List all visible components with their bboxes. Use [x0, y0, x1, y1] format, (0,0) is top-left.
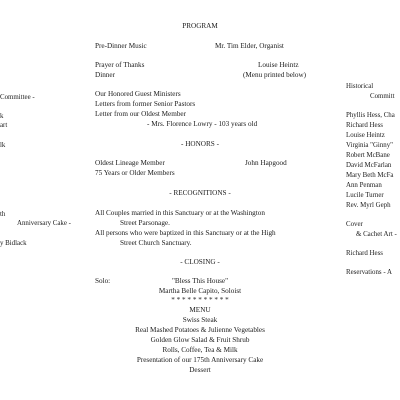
- soloist-name: Martha Belle Capito, Soloist: [158, 287, 242, 295]
- committee-member: Rev. Myrl Geph: [346, 202, 391, 209]
- program-heading: PROGRAM: [182, 22, 218, 30]
- seventy-five-years-line: 75 Years or Older Members: [95, 169, 175, 177]
- committee-member: Robert McBane: [346, 152, 390, 159]
- left-fragment-lk: lk: [0, 142, 6, 149]
- program-item-prayer: Prayer of Thanks: [95, 61, 145, 69]
- honored-guests-line: Our Honored Guest Ministers: [95, 90, 181, 98]
- menu-heading: MENU: [189, 306, 211, 314]
- couples-line-1: All Couples married in this Sanctuary or at the Washington: [95, 209, 265, 217]
- committee-member: Richard Hess: [346, 122, 383, 129]
- program-person-organist: Mr. Tim Elder, Organist: [215, 42, 284, 50]
- left-fragment-k: k: [0, 113, 4, 120]
- committee-member: Ann Penman: [346, 182, 382, 189]
- committee-member: David McFarlan: [346, 162, 392, 169]
- recognitions-heading: - RECOGNITIONS -: [169, 189, 231, 197]
- menu-item: Swiss Steak: [182, 316, 218, 324]
- right-cover-label: Cover: [346, 221, 363, 228]
- oldest-lineage-name: John Hapgood: [245, 159, 287, 167]
- left-fragment-art: art: [0, 122, 8, 129]
- baptized-line-1: All persons who were baptized in this Sanctuary or at the High: [95, 229, 276, 237]
- committee-member: Phyllis Hess, Cha: [346, 112, 395, 119]
- solo-song-title: "Bless This House": [171, 277, 229, 285]
- left-anniversary-cake: Anniversary Cake -: [17, 220, 71, 227]
- oldest-lineage-label: Oldest Lineage Member: [95, 159, 165, 167]
- right-historical-label: Historical: [346, 83, 374, 90]
- menu-item: Dessert: [189, 366, 211, 374]
- menu-item: Real Mashed Potatoes & Julienne Vegetables: [135, 326, 265, 334]
- closing-heading: - CLOSING -: [180, 258, 220, 266]
- solo-label: Solo:: [95, 277, 111, 285]
- right-cover-artist: Richard Hess: [346, 250, 383, 257]
- committee-member: Virginia "Ginny": [346, 142, 393, 149]
- oldest-member-name: - Mrs. Florence Lowry - 103 years old: [147, 120, 258, 128]
- left-bidlack: y Bidlack: [0, 240, 27, 247]
- program-item-music: Pre-Dinner Music: [95, 42, 147, 50]
- menu-item: Golden Glow Salad & Fruit Shrub: [150, 336, 250, 344]
- committee-member: Louise Heintz: [346, 132, 385, 139]
- left-fragment-th: th: [0, 211, 6, 218]
- committee-member: Mary Beth McFa: [346, 172, 394, 179]
- former-pastors-line: Letters from former Senior Pastors: [95, 100, 196, 108]
- program-person-dinner: (Menu printed below): [243, 71, 307, 79]
- honors-heading: - HONORS -: [181, 140, 219, 148]
- program-person-prayer: Louise Heintz: [258, 61, 299, 69]
- right-reservations-label: Reservations - A: [346, 269, 392, 276]
- left-committee-label: Committee -: [0, 94, 35, 101]
- right-committee-label: Committ: [370, 93, 395, 100]
- program-item-dinner: Dinner: [95, 71, 115, 79]
- baptized-line-2: Street Church Sanctuary.: [120, 239, 192, 247]
- stars-divider: * * * * * * * * * * *: [171, 296, 229, 304]
- right-cachet-art-label: & Cachet Art -: [356, 231, 397, 238]
- oldest-member-letter-line: Letter from our Oldest Member: [95, 110, 187, 118]
- couples-line-2: Street Parsonage.: [120, 219, 170, 227]
- menu-item: Rolls, Coffee, Tea & Milk: [162, 346, 238, 354]
- committee-member: Lucile Turner: [346, 192, 384, 199]
- menu-item: Presentation of our 175th Anniversary Cake: [136, 356, 264, 364]
